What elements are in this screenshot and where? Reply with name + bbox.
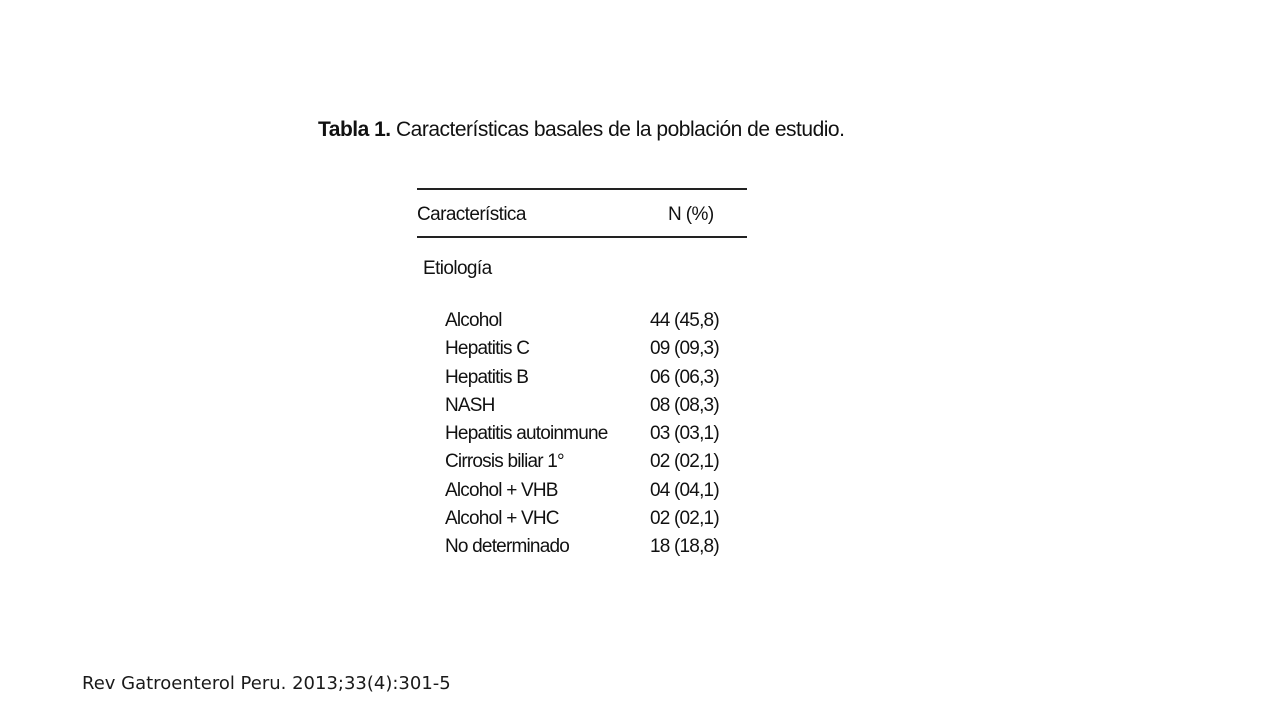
table-title <box>318 118 844 142</box>
table-row <box>445 310 745 338</box>
row-name: Hepatitis B <box>445 366 529 388</box>
data-table <box>417 188 747 238</box>
table-header-row <box>417 190 747 236</box>
row-value: 04 (04,1) <box>650 479 719 501</box>
row-name: Hepatitis autoinmune <box>445 423 608 445</box>
table-row <box>445 451 745 479</box>
citation: Rev Gatroenterol Peru. 2013;33(4):301-5 <box>82 673 451 694</box>
row-value: 44 (45,8) <box>650 310 719 331</box>
table-body <box>445 310 745 565</box>
table-caption: Características basales de la población de estudio. <box>390 118 845 141</box>
row-name: Alcohol + VHB <box>445 479 558 501</box>
row-value: 03 (03,1) <box>650 423 719 445</box>
header-characteristic: Característica <box>417 204 526 225</box>
row-value: 06 (06,3) <box>650 366 719 388</box>
table-number-label: Tabla 1. <box>318 118 391 141</box>
table-row <box>445 395 745 423</box>
table-header-rule <box>417 236 747 238</box>
table-row <box>445 367 745 395</box>
row-name: Alcohol <box>445 310 502 331</box>
row-value: 09 (09,3) <box>650 338 719 360</box>
group-label-etiology: Etiología <box>423 258 492 279</box>
table-row <box>445 423 745 451</box>
row-name: Cirrosis biliar 1° <box>445 451 564 473</box>
row-name: NASH <box>445 394 495 416</box>
row-value: 02 (02,1) <box>650 451 719 473</box>
header-n-percent: N (%) <box>668 204 714 225</box>
row-value: 08 (08,3) <box>650 394 719 416</box>
row-name: Hepatitis C <box>445 338 530 360</box>
row-name: No determinado <box>445 536 569 558</box>
table-row <box>445 536 745 564</box>
row-value: 02 (02,1) <box>650 508 719 530</box>
table-row <box>445 480 745 508</box>
table-row <box>445 338 745 366</box>
table-row <box>445 508 745 536</box>
row-name: Alcohol + VHC <box>445 508 559 530</box>
row-value: 18 (18,8) <box>650 536 719 558</box>
